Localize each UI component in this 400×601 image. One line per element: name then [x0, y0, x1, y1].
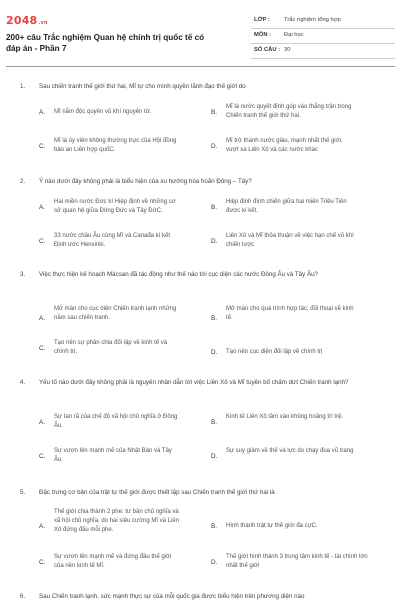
option-label: A.: [39, 109, 46, 116]
logo-tld: .vn: [38, 20, 48, 26]
option-label: C.: [39, 559, 46, 566]
question-text: Ý nào dưới đây không phải là biểu hiện của xu hướng hòa hoãn Đông – Tây?: [39, 178, 252, 185]
option-label: C.: [39, 345, 46, 352]
question-number: 4.: [20, 379, 26, 386]
option-text: Mở màn cho cục diện Chiến tranh lạnh những năm sau chiến tranh.: [54, 306, 177, 321]
option-text: Mĩ nắm độc quyền vũ khí nguyên tử.: [54, 109, 152, 115]
option-text: Tạo nên cục diện đối lập về chính trị: [226, 349, 323, 355]
option-label: C.: [39, 143, 46, 150]
option-label: D.: [211, 238, 218, 245]
option-label: D.: [211, 559, 218, 566]
option-text: Thế giới chia thành 2 phe: tư bản chủ nghĩa và xã hội chủ nghĩa, do hai siêu cường Mĩ và Liên Xô đứng đầu mỗi phe.: [54, 509, 180, 533]
meta-value: Đại học: [284, 32, 304, 38]
option-text: Sự suy giảm về thế và lực do chạy đua vũ trang: [226, 448, 354, 454]
option-text: Mĩ trở thành nước giàu, mạnh nhất thế giới, vượt xa Liên Xô và các nước khác: [226, 138, 343, 153]
meta-key: MÔN :: [254, 32, 272, 38]
option-label: A.: [39, 523, 46, 530]
meta-table: [251, 14, 395, 59]
question-number: 5.: [20, 489, 26, 496]
question-text: Sau Chiến tranh lạnh, sức mạnh thực sự của mỗi quốc gia được biểu hiện trên phương diện nào: [39, 593, 305, 600]
option-text: Thế giới hình thành 3 trung tâm kinh tế - tài chính lớn nhất thế giới: [226, 554, 368, 569]
meta-row-subject: [251, 29, 395, 44]
option-label: B.: [211, 419, 218, 426]
page-title: 200+ câu Trắc nghiệm Quan hệ chính trị quốc tế có đáp án - Phần 7: [6, 33, 205, 53]
option-text: Mĩ là ủy viên không thường trực của Hội đồng bảo an Liên hợp quốC.: [54, 138, 177, 153]
option-text: Liên Xô và Mĩ thỏa thuận về việc hạn chế vũ khí chiến lược: [226, 233, 354, 248]
option-label: D.: [211, 349, 218, 356]
question-text: Sau chiến tranh thế giới thứ hai, Mĩ tự cho mình quyền lãnh đạo thế giới do: [39, 83, 246, 90]
meta-row-count: [251, 44, 395, 59]
question-number: 6.: [20, 593, 26, 600]
option-text: Tạo nên sự phân chia đối lập về kinh tế và chính trị.: [54, 340, 168, 355]
meta-key: SỐ CÂU :: [254, 47, 281, 53]
option-label: C.: [39, 453, 46, 460]
meta-row-class: [251, 14, 395, 29]
option-text: 33 nước châu Âu cùng Mĩ và Canađa kí kết Định ước Henxinki.: [54, 233, 171, 248]
option-label: B.: [211, 523, 218, 530]
site-logo[interactable]: [6, 14, 48, 27]
document-header: [0, 0, 400, 60]
option-text: Hình thành trật tự thế giới đa cựC.: [226, 523, 318, 529]
question-text: Việc thực hiện kế hoạch Mácsan đã tác động như thế nào tới cục diện các nước Đông Âu và Tây Âu?: [39, 271, 318, 278]
option-label: A.: [39, 204, 46, 211]
option-label: A.: [39, 419, 46, 426]
option-label: B.: [211, 204, 218, 211]
option-text: Mĩ là nước quyết định góp vào thắng trận trong Chiến tranh thế giới thứ hai.: [226, 104, 352, 119]
option-label: B.: [211, 315, 218, 322]
option-text: Mở màn cho quá trình hợp tác, đối thoại về kinh tế.: [226, 306, 354, 321]
option-label: B.: [211, 109, 218, 116]
header-divider: [6, 66, 395, 67]
question-text: Yếu tố nào dưới đây không phải là nguyên nhân dẫn tới việc Liên Xô và Mĩ tuyên bố chấm dứt Chiến tranh lạnh?: [39, 379, 349, 386]
meta-value: Trắc nghiệm tổng hợp: [284, 17, 341, 23]
option-text: Kinh tế Liên Xô lâm vào khủng hoảng trì trệ.: [226, 414, 344, 420]
logo-text: 2048: [6, 14, 38, 27]
meta-value: 30: [284, 47, 291, 53]
option-label: D.: [211, 143, 218, 150]
option-label: A.: [39, 315, 46, 322]
option-label: D.: [211, 453, 218, 460]
question-number: 2.: [20, 178, 26, 185]
option-text: Sự vươn lên mạnh mẽ và đứng đầu thế giới của nền kinh tế Mĩ.: [54, 554, 172, 569]
option-text: Sự tan rã của chế độ xã hội chủ nghĩa ở Đông Âu.: [54, 414, 178, 429]
option-text: Sự vươn lên mạnh mẽ của Nhật Bản và Tây Âu.: [54, 448, 172, 463]
option-text: Hiệp định đình chiến giữa hai miền Triều Tiên được kí kết.: [226, 199, 347, 214]
question-number: 1.: [20, 83, 26, 90]
option-label: C.: [39, 238, 46, 245]
meta-key: LỚP :: [254, 17, 270, 23]
option-text: Hai miền nước Đức kí Hiệp định về những cơ sở quan hệ giữa Đông Đức và Tây ĐứC.: [54, 199, 176, 214]
question-text: Đặc trưng cơ bản của trật tự thế giới được thiết lập sau Chiến tranh thế giới thứ hai là: [39, 489, 275, 496]
question-number: 3.: [20, 271, 26, 278]
